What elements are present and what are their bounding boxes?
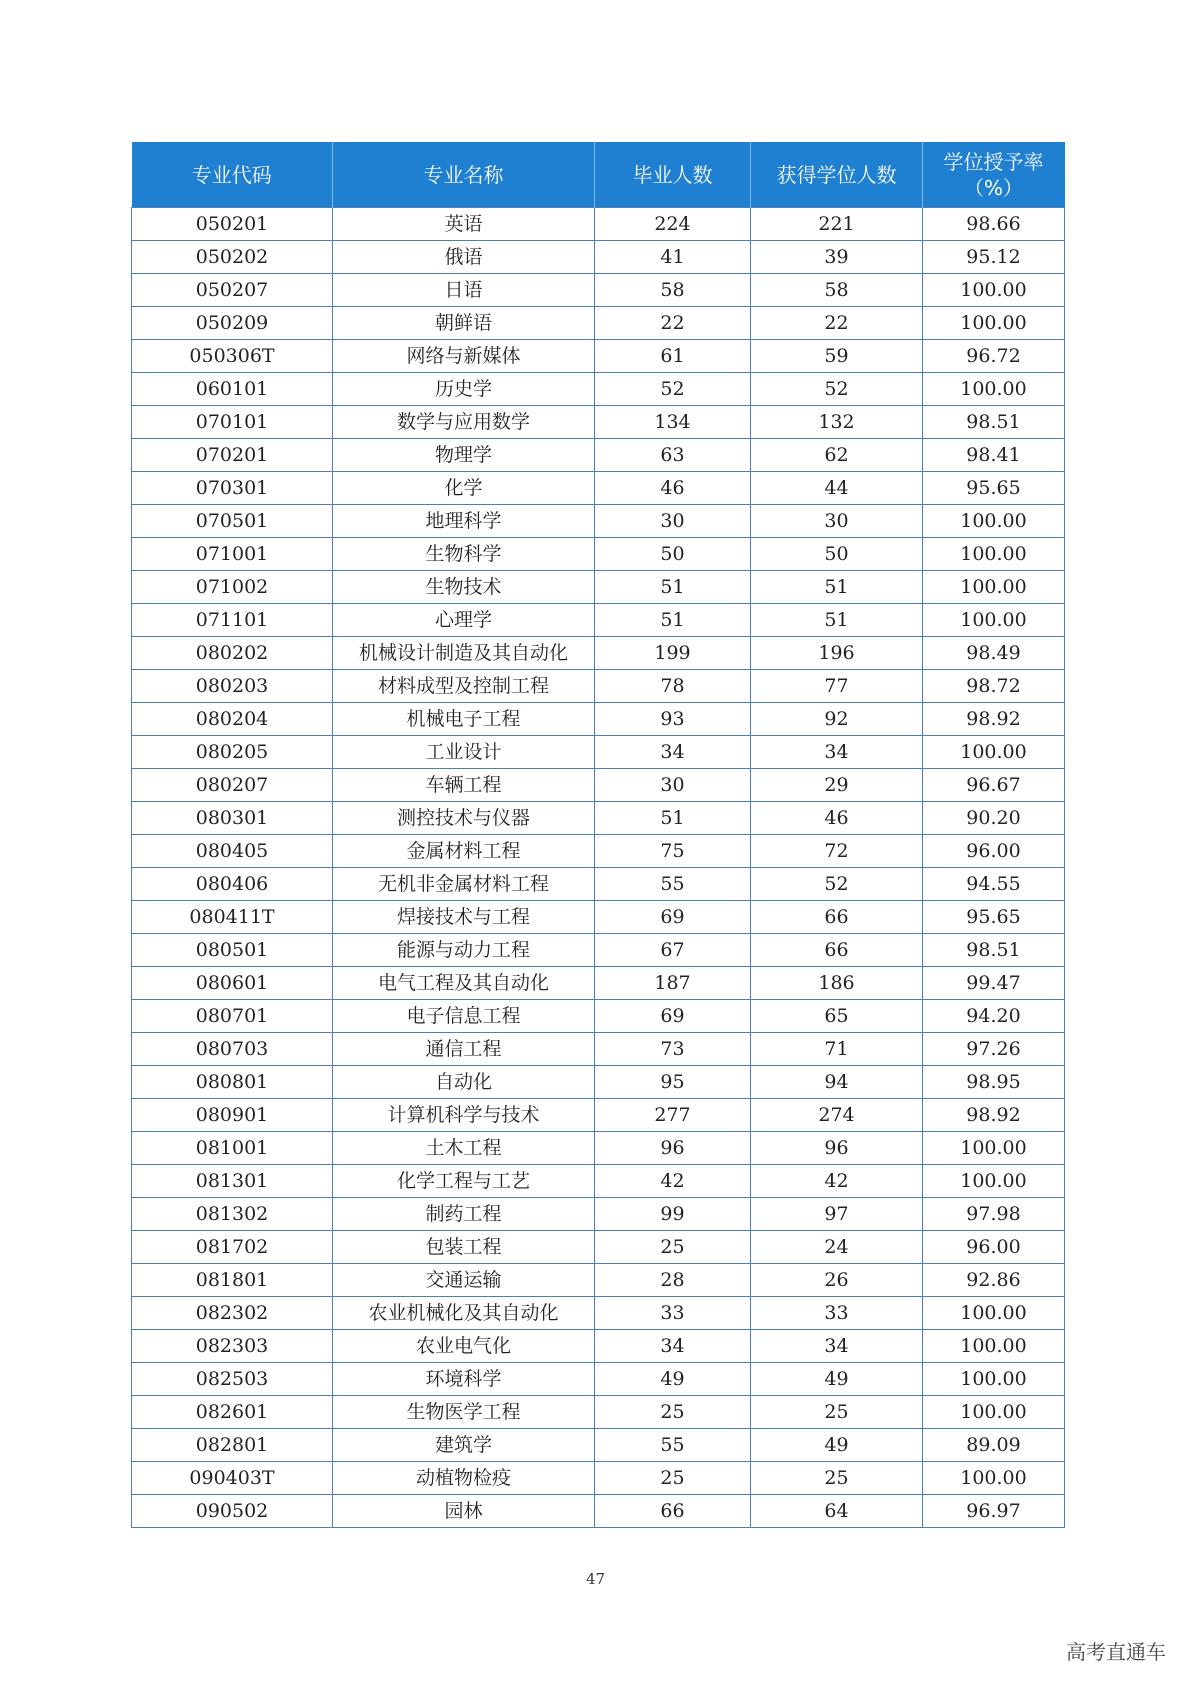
cell-graduates: 50 xyxy=(595,538,751,571)
cell-degrees: 221 xyxy=(751,208,923,241)
cell-major-code: 080205 xyxy=(132,736,333,769)
cell-major-code: 081302 xyxy=(132,1198,333,1231)
cell-graduates: 25 xyxy=(595,1462,751,1495)
header-graduates: 毕业人数 xyxy=(595,142,751,208)
cell-degrees: 25 xyxy=(751,1462,923,1495)
cell-major-name: 化学工程与工艺 xyxy=(333,1165,595,1198)
cell-graduates: 199 xyxy=(595,637,751,670)
cell-major-code: 080411T xyxy=(132,901,333,934)
cell-degree-rate: 98.66 xyxy=(923,208,1065,241)
table-row xyxy=(132,1165,1065,1198)
cell-degree-rate: 98.41 xyxy=(923,439,1065,472)
table-row xyxy=(132,538,1065,571)
cell-graduates: 69 xyxy=(595,901,751,934)
table-row xyxy=(132,670,1065,703)
cell-degrees: 39 xyxy=(751,241,923,274)
cell-degrees: 49 xyxy=(751,1429,923,1462)
cell-graduates: 96 xyxy=(595,1132,751,1165)
cell-degree-rate: 98.49 xyxy=(923,637,1065,670)
cell-degree-rate: 99.47 xyxy=(923,967,1065,1000)
table-row xyxy=(132,373,1065,406)
table-row xyxy=(132,1099,1065,1132)
table-row xyxy=(132,637,1065,670)
cell-major-name: 能源与动力工程 xyxy=(333,934,595,967)
cell-major-code: 050202 xyxy=(132,241,333,274)
cell-degrees: 77 xyxy=(751,670,923,703)
cell-graduates: 52 xyxy=(595,373,751,406)
cell-degree-rate: 100.00 xyxy=(923,307,1065,340)
cell-degrees: 132 xyxy=(751,406,923,439)
cell-major-name: 农业机械化及其自动化 xyxy=(333,1297,595,1330)
cell-major-code: 082503 xyxy=(132,1363,333,1396)
cell-degrees: 274 xyxy=(751,1099,923,1132)
cell-degrees: 29 xyxy=(751,769,923,802)
table-row xyxy=(132,439,1065,472)
table-row xyxy=(132,472,1065,505)
cell-degrees: 196 xyxy=(751,637,923,670)
table-row xyxy=(132,208,1065,241)
table-row xyxy=(132,604,1065,637)
cell-major-code: 080202 xyxy=(132,637,333,670)
cell-major-code: 080701 xyxy=(132,1000,333,1033)
cell-degrees: 26 xyxy=(751,1264,923,1297)
cell-major-name: 计算机科学与技术 xyxy=(333,1099,595,1132)
cell-graduates: 95 xyxy=(595,1066,751,1099)
cell-major-code: 071001 xyxy=(132,538,333,571)
table-header-row xyxy=(132,142,1065,208)
cell-degree-rate: 97.26 xyxy=(923,1033,1065,1066)
cell-graduates: 99 xyxy=(595,1198,751,1231)
cell-degree-rate: 95.65 xyxy=(923,901,1065,934)
cell-graduates: 51 xyxy=(595,604,751,637)
table-row xyxy=(132,1330,1065,1363)
cell-degrees: 59 xyxy=(751,340,923,373)
cell-graduates: 55 xyxy=(595,868,751,901)
cell-major-code: 080204 xyxy=(132,703,333,736)
cell-degree-rate: 100.00 xyxy=(923,604,1065,637)
cell-major-name: 心理学 xyxy=(333,604,595,637)
cell-major-name: 化学 xyxy=(333,472,595,505)
cell-graduates: 49 xyxy=(595,1363,751,1396)
table-row xyxy=(132,835,1065,868)
cell-degrees: 97 xyxy=(751,1198,923,1231)
cell-major-code: 082801 xyxy=(132,1429,333,1462)
cell-graduates: 51 xyxy=(595,802,751,835)
cell-degree-rate: 92.86 xyxy=(923,1264,1065,1297)
cell-degree-rate: 100.00 xyxy=(923,1462,1065,1495)
cell-major-name: 无机非金属材料工程 xyxy=(333,868,595,901)
cell-graduates: 34 xyxy=(595,1330,751,1363)
cell-major-code: 090403T xyxy=(132,1462,333,1495)
cell-major-name: 土木工程 xyxy=(333,1132,595,1165)
cell-major-name: 英语 xyxy=(333,208,595,241)
table-row xyxy=(132,769,1065,802)
cell-degree-rate: 100.00 xyxy=(923,538,1065,571)
cell-graduates: 78 xyxy=(595,670,751,703)
cell-graduates: 69 xyxy=(595,1000,751,1033)
cell-major-code: 050306T xyxy=(132,340,333,373)
table-row xyxy=(132,1297,1065,1330)
cell-major-code: 082601 xyxy=(132,1396,333,1429)
cell-degree-rate: 100.00 xyxy=(923,571,1065,604)
header-degree-rate-line2: （%） xyxy=(963,175,1023,200)
cell-graduates: 55 xyxy=(595,1429,751,1462)
cell-major-code: 080501 xyxy=(132,934,333,967)
cell-major-code: 080207 xyxy=(132,769,333,802)
cell-graduates: 73 xyxy=(595,1033,751,1066)
cell-graduates: 34 xyxy=(595,736,751,769)
cell-major-name: 电气工程及其自动化 xyxy=(333,967,595,1000)
cell-major-name: 历史学 xyxy=(333,373,595,406)
cell-major-name: 测控技术与仪器 xyxy=(333,802,595,835)
cell-major-name: 网络与新媒体 xyxy=(333,340,595,373)
cell-degree-rate: 100.00 xyxy=(923,1396,1065,1429)
cell-graduates: 46 xyxy=(595,472,751,505)
cell-major-name: 建筑学 xyxy=(333,1429,595,1462)
cell-major-code: 080901 xyxy=(132,1099,333,1132)
header-major-name: 专业名称 xyxy=(333,142,595,208)
cell-degree-rate: 98.95 xyxy=(923,1066,1065,1099)
cell-degrees: 25 xyxy=(751,1396,923,1429)
table-row xyxy=(132,967,1065,1000)
cell-major-name: 工业设计 xyxy=(333,736,595,769)
table-row xyxy=(132,1462,1065,1495)
cell-degrees: 62 xyxy=(751,439,923,472)
table-row xyxy=(132,406,1065,439)
cell-graduates: 58 xyxy=(595,274,751,307)
cell-degrees: 64 xyxy=(751,1495,923,1528)
cell-degree-rate: 98.92 xyxy=(923,703,1065,736)
cell-degrees: 52 xyxy=(751,373,923,406)
cell-major-name: 环境科学 xyxy=(333,1363,595,1396)
cell-major-code: 050201 xyxy=(132,208,333,241)
cell-graduates: 63 xyxy=(595,439,751,472)
cell-degree-rate: 96.00 xyxy=(923,1231,1065,1264)
cell-degrees: 42 xyxy=(751,1165,923,1198)
cell-major-code: 082302 xyxy=(132,1297,333,1330)
cell-major-code: 081301 xyxy=(132,1165,333,1198)
cell-degrees: 71 xyxy=(751,1033,923,1066)
cell-major-name: 交通运输 xyxy=(333,1264,595,1297)
cell-degrees: 66 xyxy=(751,901,923,934)
cell-graduates: 277 xyxy=(595,1099,751,1132)
cell-degrees: 96 xyxy=(751,1132,923,1165)
table-row xyxy=(132,868,1065,901)
cell-major-name: 电子信息工程 xyxy=(333,1000,595,1033)
cell-major-code: 080703 xyxy=(132,1033,333,1066)
cell-graduates: 93 xyxy=(595,703,751,736)
degree-stats-table xyxy=(131,142,1065,1528)
cell-major-name: 园林 xyxy=(333,1495,595,1528)
cell-graduates: 25 xyxy=(595,1231,751,1264)
cell-degree-rate: 98.51 xyxy=(923,406,1065,439)
cell-major-code: 070301 xyxy=(132,472,333,505)
cell-degree-rate: 96.67 xyxy=(923,769,1065,802)
cell-degree-rate: 95.12 xyxy=(923,241,1065,274)
header-major-code: 专业代码 xyxy=(132,142,333,208)
cell-degree-rate: 100.00 xyxy=(923,1165,1065,1198)
cell-degree-rate: 94.20 xyxy=(923,1000,1065,1033)
cell-major-name: 自动化 xyxy=(333,1066,595,1099)
cell-major-name: 生物医学工程 xyxy=(333,1396,595,1429)
cell-degrees: 51 xyxy=(751,604,923,637)
table-row xyxy=(132,1231,1065,1264)
cell-major-name: 数学与应用数学 xyxy=(333,406,595,439)
cell-degree-rate: 100.00 xyxy=(923,1297,1065,1330)
cell-degrees: 24 xyxy=(751,1231,923,1264)
table-row xyxy=(132,505,1065,538)
cell-graduates: 30 xyxy=(595,769,751,802)
header-degrees: 获得学位人数 xyxy=(751,142,923,208)
cell-major-code: 071002 xyxy=(132,571,333,604)
cell-degree-rate: 94.55 xyxy=(923,868,1065,901)
cell-major-code: 082303 xyxy=(132,1330,333,1363)
cell-graduates: 25 xyxy=(595,1396,751,1429)
cell-major-name: 焊接技术与工程 xyxy=(333,901,595,934)
table-row xyxy=(132,1198,1065,1231)
cell-major-code: 081001 xyxy=(132,1132,333,1165)
cell-degrees: 65 xyxy=(751,1000,923,1033)
cell-major-code: 090502 xyxy=(132,1495,333,1528)
cell-graduates: 22 xyxy=(595,307,751,340)
header-degree-rate xyxy=(923,142,1065,208)
table-row xyxy=(132,1066,1065,1099)
cell-major-name: 地理科学 xyxy=(333,505,595,538)
cell-degrees: 34 xyxy=(751,1330,923,1363)
cell-major-code: 080405 xyxy=(132,835,333,868)
cell-degree-rate: 98.92 xyxy=(923,1099,1065,1132)
cell-major-name: 机械设计制造及其自动化 xyxy=(333,637,595,670)
cell-degrees: 66 xyxy=(751,934,923,967)
cell-major-name: 材料成型及控制工程 xyxy=(333,670,595,703)
cell-degrees: 50 xyxy=(751,538,923,571)
cell-degree-rate: 100.00 xyxy=(923,736,1065,769)
page-number: 47 xyxy=(585,1570,606,1588)
cell-graduates: 61 xyxy=(595,340,751,373)
table-row xyxy=(132,307,1065,340)
cell-major-name: 金属材料工程 xyxy=(333,835,595,868)
cell-degrees: 51 xyxy=(751,571,923,604)
cell-degrees: 72 xyxy=(751,835,923,868)
table-row xyxy=(132,934,1065,967)
cell-degrees: 30 xyxy=(751,505,923,538)
cell-degrees: 186 xyxy=(751,967,923,1000)
table-row xyxy=(132,703,1065,736)
table-row xyxy=(132,1264,1065,1297)
cell-major-name: 包装工程 xyxy=(333,1231,595,1264)
cell-degree-rate: 89.09 xyxy=(923,1429,1065,1462)
table-row xyxy=(132,736,1065,769)
cell-major-name: 日语 xyxy=(333,274,595,307)
cell-graduates: 66 xyxy=(595,1495,751,1528)
cell-major-code: 080203 xyxy=(132,670,333,703)
cell-degrees: 33 xyxy=(751,1297,923,1330)
cell-degree-rate: 95.65 xyxy=(923,472,1065,505)
cell-degree-rate: 98.51 xyxy=(923,934,1065,967)
cell-major-code: 070101 xyxy=(132,406,333,439)
cell-major-code: 070201 xyxy=(132,439,333,472)
cell-major-name: 制药工程 xyxy=(333,1198,595,1231)
cell-major-name: 俄语 xyxy=(333,241,595,274)
cell-major-code: 080301 xyxy=(132,802,333,835)
cell-degree-rate: 96.72 xyxy=(923,340,1065,373)
cell-degree-rate: 100.00 xyxy=(923,1330,1065,1363)
cell-degrees: 44 xyxy=(751,472,923,505)
table-row xyxy=(132,274,1065,307)
cell-graduates: 67 xyxy=(595,934,751,967)
cell-degrees: 92 xyxy=(751,703,923,736)
cell-degrees: 46 xyxy=(751,802,923,835)
table-row xyxy=(132,1033,1065,1066)
cell-graduates: 187 xyxy=(595,967,751,1000)
cell-major-name: 农业电气化 xyxy=(333,1330,595,1363)
cell-graduates: 41 xyxy=(595,241,751,274)
cell-degrees: 49 xyxy=(751,1363,923,1396)
table-row xyxy=(132,901,1065,934)
cell-major-name: 车辆工程 xyxy=(333,769,595,802)
cell-degrees: 34 xyxy=(751,736,923,769)
cell-degrees: 94 xyxy=(751,1066,923,1099)
cell-degree-rate: 90.20 xyxy=(923,802,1065,835)
table-row xyxy=(132,1000,1065,1033)
cell-graduates: 51 xyxy=(595,571,751,604)
cell-degree-rate: 100.00 xyxy=(923,1132,1065,1165)
cell-major-name: 机械电子工程 xyxy=(333,703,595,736)
cell-major-code: 070501 xyxy=(132,505,333,538)
cell-graduates: 134 xyxy=(595,406,751,439)
table-row xyxy=(132,340,1065,373)
cell-degree-rate: 100.00 xyxy=(923,1363,1065,1396)
cell-degree-rate: 100.00 xyxy=(923,373,1065,406)
cell-degree-rate: 100.00 xyxy=(923,505,1065,538)
cell-major-name: 通信工程 xyxy=(333,1033,595,1066)
table-row xyxy=(132,1363,1065,1396)
cell-major-code: 081702 xyxy=(132,1231,333,1264)
cell-major-code: 080801 xyxy=(132,1066,333,1099)
cell-graduates: 28 xyxy=(595,1264,751,1297)
watermark: 高考直通车 xyxy=(1066,1640,1166,1664)
cell-degree-rate: 96.97 xyxy=(923,1495,1065,1528)
cell-major-code: 060101 xyxy=(132,373,333,406)
cell-degrees: 58 xyxy=(751,274,923,307)
cell-major-code: 071101 xyxy=(132,604,333,637)
cell-major-code: 080406 xyxy=(132,868,333,901)
cell-graduates: 30 xyxy=(595,505,751,538)
cell-degree-rate: 98.72 xyxy=(923,670,1065,703)
table-row xyxy=(132,1429,1065,1462)
cell-major-code: 081801 xyxy=(132,1264,333,1297)
cell-graduates: 75 xyxy=(595,835,751,868)
table-row xyxy=(132,571,1065,604)
cell-major-name: 生物科学 xyxy=(333,538,595,571)
cell-major-name: 生物技术 xyxy=(333,571,595,604)
cell-major-code: 050207 xyxy=(132,274,333,307)
cell-degrees: 22 xyxy=(751,307,923,340)
cell-major-name: 物理学 xyxy=(333,439,595,472)
cell-degree-rate: 97.98 xyxy=(923,1198,1065,1231)
cell-graduates: 42 xyxy=(595,1165,751,1198)
cell-major-code: 080601 xyxy=(132,967,333,1000)
table-row xyxy=(132,1132,1065,1165)
cell-major-code: 050209 xyxy=(132,307,333,340)
cell-graduates: 33 xyxy=(595,1297,751,1330)
table-row xyxy=(132,241,1065,274)
cell-degree-rate: 100.00 xyxy=(923,274,1065,307)
table-row xyxy=(132,1495,1065,1528)
table-row xyxy=(132,802,1065,835)
cell-major-name: 动植物检疫 xyxy=(333,1462,595,1495)
table-body xyxy=(132,208,1065,1528)
table-row xyxy=(132,1396,1065,1429)
cell-graduates: 224 xyxy=(595,208,751,241)
cell-degrees: 52 xyxy=(751,868,923,901)
cell-major-name: 朝鲜语 xyxy=(333,307,595,340)
cell-degree-rate: 96.00 xyxy=(923,835,1065,868)
header-degree-rate-line1: 学位授予率 xyxy=(943,149,1044,174)
